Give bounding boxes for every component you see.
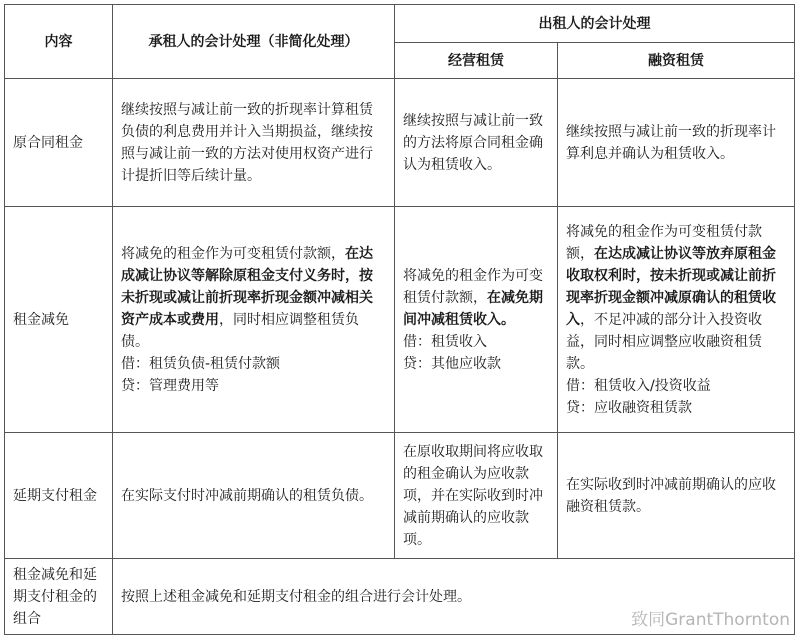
- finance-credit-entry: 贷：应收融资租赁款: [566, 399, 692, 416]
- operating-reduction-text-a: 将减免的租金作为可变租赁付款额，: [403, 267, 543, 306]
- finance-debit-entry: 借：租赁收入/投资收益: [566, 377, 711, 394]
- watermark: 致同GrantThornton: [631, 610, 790, 630]
- cell-operating-deferred: 在原收取期间将应收取的租金确认为应收款项，并在实际收到时冲减前期确认的应收款项。: [395, 433, 558, 559]
- lessee-reduction-text-c: ，同时相应调整租赁负债。: [121, 311, 359, 350]
- lessee-credit-entry: 贷：管理费用等: [121, 377, 219, 394]
- row-label-combination: 租金减免和延期支付租金的组合: [5, 559, 113, 635]
- cell-lessee-original: 继续按照与减让前一致的折现率计算租赁负债的利息费用并计入当期损益，继续按照与减让前一致的方法对使用权资产进行计提折旧等后续计量。: [113, 79, 395, 207]
- table-row: [5, 433, 795, 559]
- operating-credit-entry: 贷：其他应收款: [403, 355, 501, 372]
- operating-reduction-text-bold: 在减免期间冲减租赁收入。: [403, 289, 543, 328]
- table-row: [5, 207, 795, 433]
- header-finance-lease: 融资租赁: [558, 43, 795, 79]
- lessee-reduction-text-bold: 在达成减让协议等解除原租金支付义务时，按未折现或减让前折现率折现金额冲减相关资产成本或费用: [121, 245, 373, 328]
- cell-operating-reduction: [395, 207, 558, 433]
- finance-reduction-text-a: 将减免的租金作为可变租赁付款额，: [566, 223, 762, 262]
- header-lessor: 出租人的会计处理: [395, 5, 795, 43]
- cell-combination-merged: 按照上述租金减免和延期支付租金的组合进行会计处理。: [113, 559, 795, 635]
- cell-lessee-reduction: [113, 207, 395, 433]
- lessee-debit-entry: 借：租赁负债-租赁付款额: [121, 355, 281, 372]
- cell-finance-reduction: [558, 207, 795, 433]
- header-lessee: 承租人的会计处理（非简化处理）: [113, 5, 395, 79]
- accounting-table: [4, 4, 795, 635]
- row-label-deferred-rent: 延期支付租金: [5, 433, 113, 559]
- row-label-rent-reduction: 租金减免: [5, 207, 113, 433]
- header-content: 内容: [5, 5, 113, 79]
- cell-finance-deferred: 在实际收到时冲减前期确认的应收融资租赁款。: [558, 433, 795, 559]
- finance-reduction-text-bold: 在达成减让协议等放弃原租金收取权利时，按未折现或减让前折现率折现金额冲减原确认的租赁收入: [566, 245, 776, 328]
- cell-lessee-deferred: 在实际支付时冲减前期确认的租赁负债。: [113, 433, 395, 559]
- cell-operating-original: 继续按照与减让前一致的方法将原合同租金确认为租赁收入。: [395, 79, 558, 207]
- cell-finance-original: 继续按照与减让前一致的折现率计算利息并确认为租赁收入。: [558, 79, 795, 207]
- finance-reduction-text-c: ，不足冲减的部分计入投资收益，同时相应调整应收融资租赁款。: [566, 311, 762, 372]
- operating-debit-entry: 借：租赁收入: [403, 333, 487, 350]
- row-label-original-rent: 原合同租金: [5, 79, 113, 207]
- lessee-reduction-text-a: 将减免的租金作为可变租赁付款额，: [121, 245, 345, 262]
- header-operating-lease: 经营租赁: [395, 43, 558, 79]
- table-row: [5, 79, 795, 207]
